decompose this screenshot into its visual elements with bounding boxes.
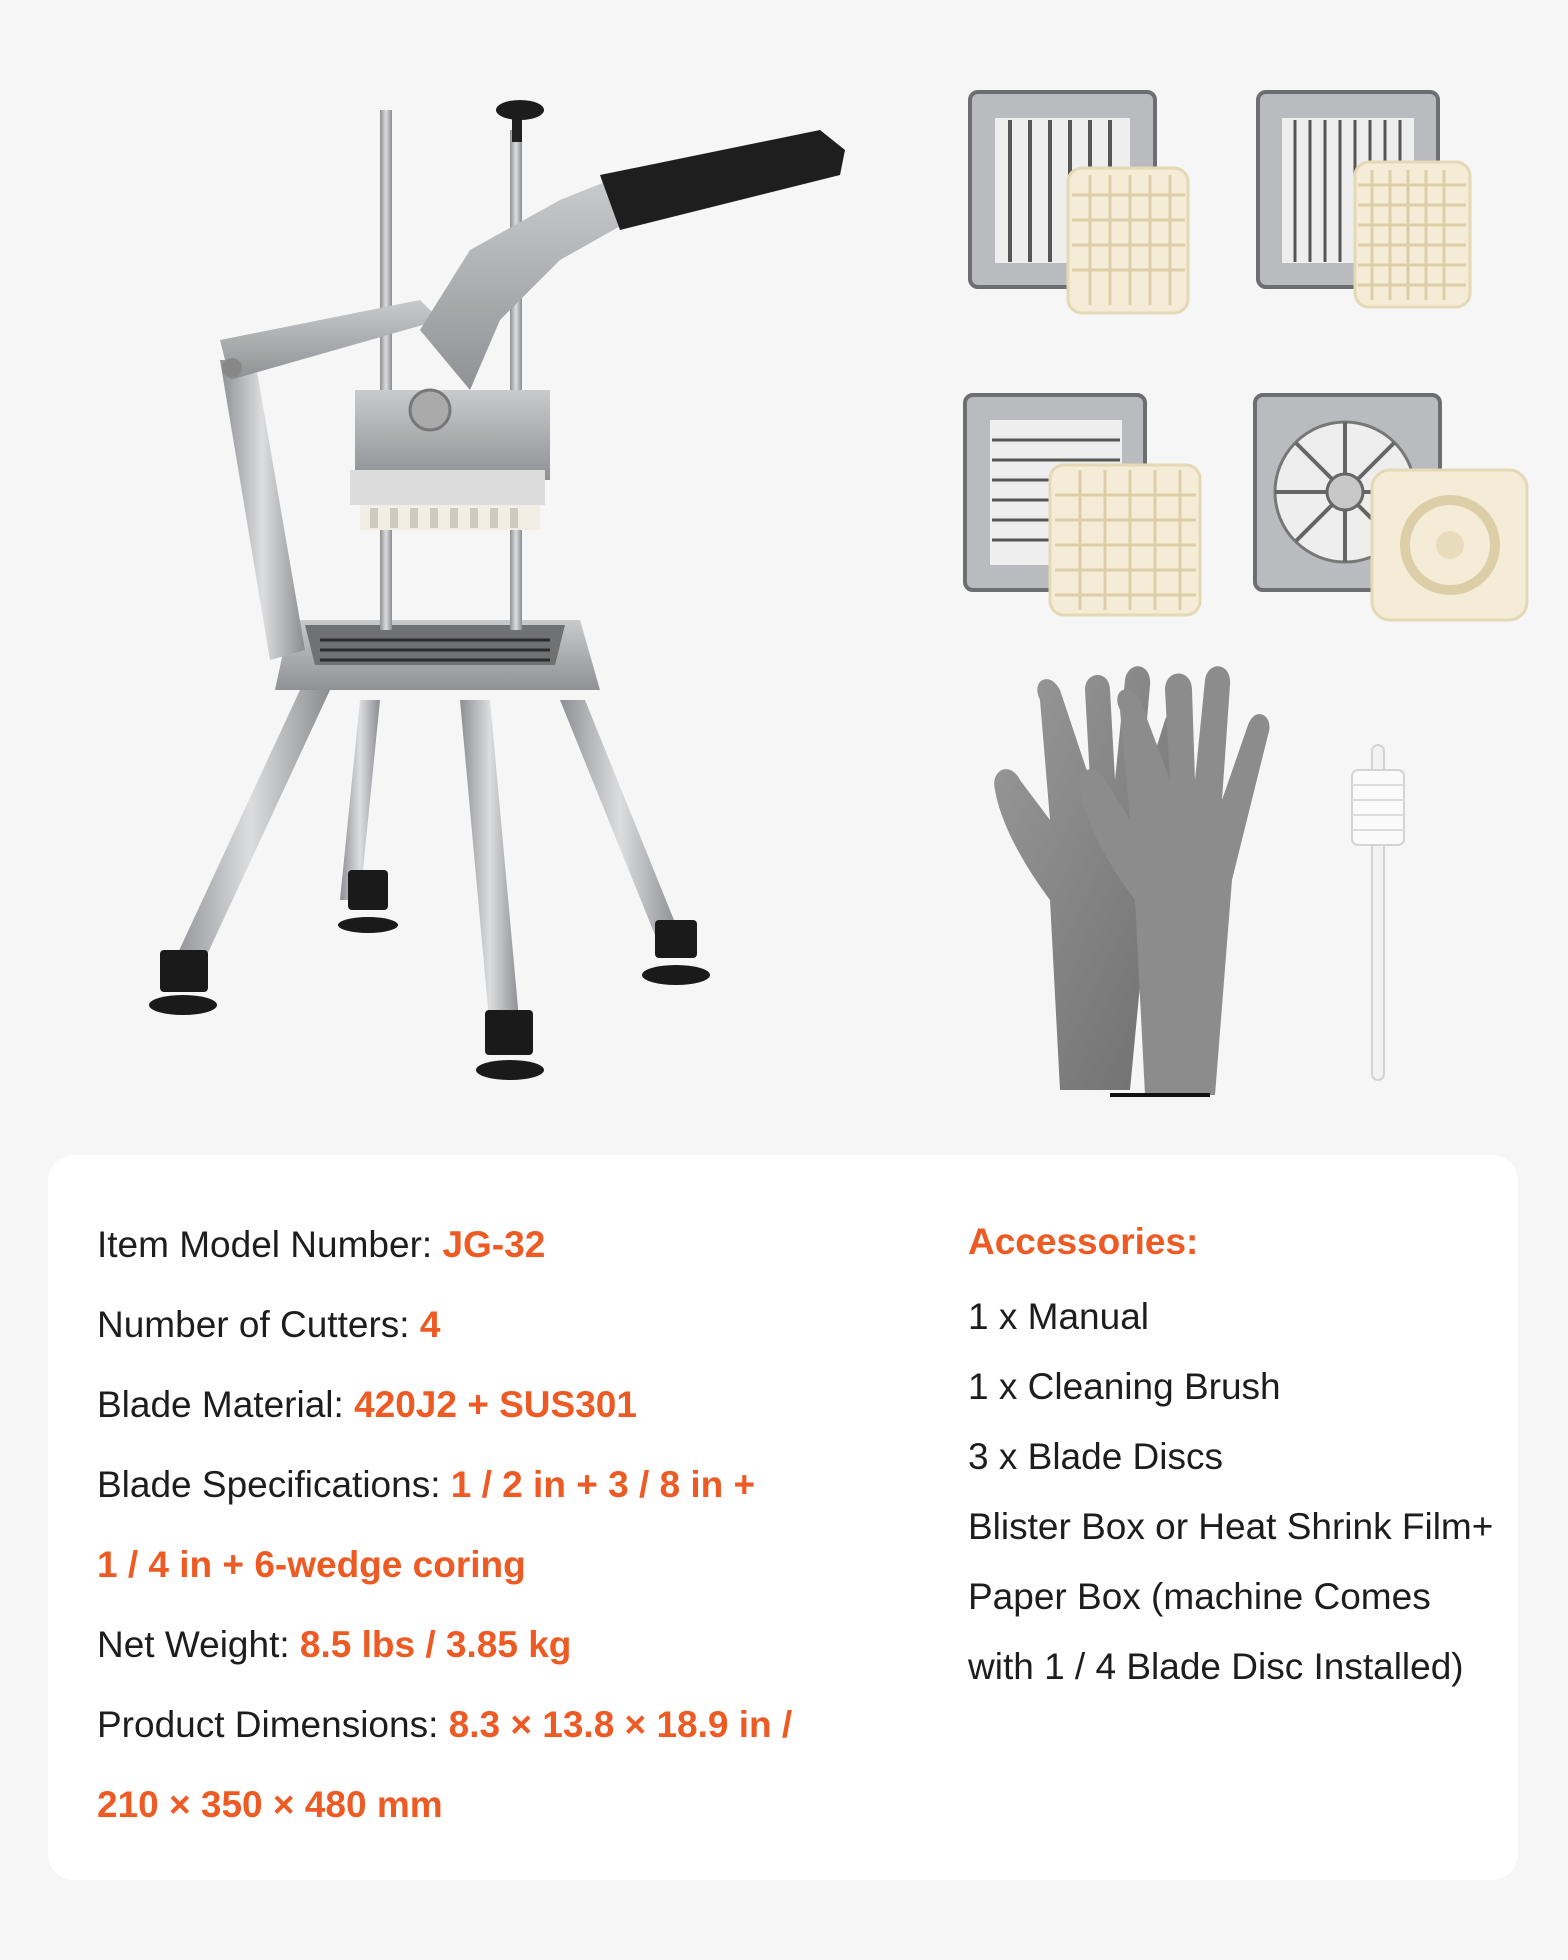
specifications-list [97, 1212, 877, 1852]
accessory-item: 1 x Cleaning Brush [968, 1366, 1281, 1407]
spec-value: 1 / 4 in + 6-wedge coring [97, 1544, 526, 1585]
cleaning-brush-icon [1352, 745, 1404, 1080]
vegetable-cutter-machine-illustration [149, 100, 845, 1080]
spec-dimensions [97, 1692, 877, 1772]
spec-label: Item Model Number: [97, 1224, 443, 1265]
spec-material [97, 1372, 877, 1452]
spec-label: Number of Cutters: [97, 1304, 420, 1345]
spec-value: 420J2 + SUS301 [354, 1384, 637, 1425]
cut-resistant-gloves-icon [994, 666, 1269, 1095]
spec-weight [97, 1612, 877, 1692]
accessory-item: Blister Box or Heat Shrink Film+ [968, 1506, 1494, 1547]
accessory-item: with 1 / 4 Blade Disc Installed) [968, 1646, 1464, 1687]
spec-label: Net Weight: [97, 1624, 300, 1665]
accessory-item: 1 x Manual [968, 1296, 1149, 1337]
spec-value: 210 × 350 × 480 mm [97, 1784, 443, 1825]
spec-label: Blade Material: [97, 1384, 355, 1425]
accessory-item: 3 x Blade Discs [968, 1436, 1223, 1477]
accessories-heading: Accessories: [968, 1221, 1199, 1262]
spec-model [97, 1212, 877, 1292]
spec-value: 8.3 × 13.8 × 18.9 in / [448, 1704, 793, 1745]
spec-blade-cont [97, 1532, 877, 1612]
spec-blade [97, 1452, 877, 1532]
spec-cutters [97, 1292, 877, 1372]
spec-value: 1 / 2 in + 3 / 8 in + [450, 1464, 756, 1505]
accessories-list [968, 1212, 1508, 1702]
spec-label: Product Dimensions: [97, 1704, 449, 1745]
spec-value: JG-32 [442, 1224, 546, 1265]
spec-value: 8.5 lbs / 3.85 kg [299, 1624, 572, 1665]
spec-value: 4 [419, 1304, 441, 1345]
spec-dimensions-cont [97, 1772, 877, 1852]
spec-label: Blade Specifications: [97, 1464, 451, 1505]
accessory-item: Paper Box (machine Comes [968, 1576, 1431, 1617]
